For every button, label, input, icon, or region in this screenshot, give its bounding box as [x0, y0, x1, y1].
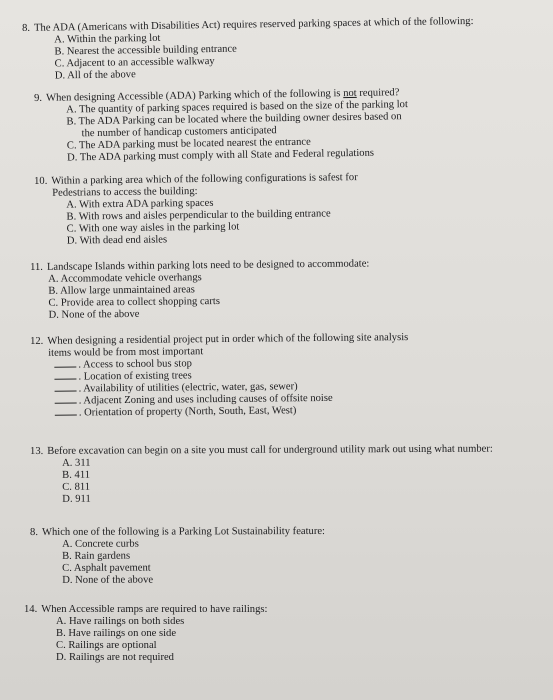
answer-blank [54, 367, 76, 368]
option-d: D. Railings are not required [56, 652, 174, 663]
option-c: C. Railings are optional [56, 640, 157, 651]
ranking-item [31, 404, 409, 420]
option-b: B. With rows and aisles perpendicular to the building entrance [66, 208, 331, 223]
ranking-item-text: . Access to school bus stop [78, 358, 192, 371]
question-number: 8. [22, 22, 31, 34]
option-b-continuation: the number of handicap customers anticipated [81, 125, 277, 140]
option-c: C. 811 [62, 481, 91, 493]
question-stem-continuation: items would be from most important [48, 346, 204, 359]
option-b: B. 411 [62, 469, 91, 481]
question-text-part: required? [356, 87, 400, 99]
question-8 [22, 16, 474, 83]
answer-blank [55, 391, 77, 392]
question-number: 8. [30, 526, 38, 538]
question-stem [30, 444, 493, 458]
option-a: A. Concrete curbs [62, 538, 139, 550]
question-9 [34, 87, 409, 165]
question-text: The ADA (Americans with Disabilities Act) requires reserved parking spaces at which of the following: [33, 15, 474, 34]
option-c: C. Asphalt pavement [62, 562, 151, 574]
question-number: 14. [24, 604, 38, 615]
ranking-item-text: . Availability of utilities (electric, water, gas, sewer) [78, 381, 298, 395]
question-8-sustainability [30, 526, 325, 587]
question-emphasis: not [343, 87, 357, 100]
option-a: A. With extra ADA parking spaces [66, 197, 214, 211]
question-stem [30, 526, 325, 539]
ranking-item-text: . Location of existing trees [78, 370, 192, 383]
question-text: When Accessible ramps are required to have railings: [41, 604, 268, 615]
option-c: C. The ADA parking must be located nearest the entrance [66, 136, 311, 152]
question-text-part: When designing Accessible (ADA) Parking which of the following is [45, 88, 344, 104]
question-number: 9. [34, 92, 43, 104]
option-a: A. 311 [62, 457, 91, 469]
question-text: Before excavation can begin on a site you must call for underground utility mark out using what number: [47, 443, 493, 457]
option-b: B. Nearest the accessible building entrance [54, 43, 237, 58]
answer-blank [55, 403, 77, 404]
question-number: 10. [34, 175, 48, 187]
answer-blank [55, 415, 77, 416]
option-a: A. Accommodate vehicle overhangs [48, 272, 202, 285]
option-b: B. The ADA Parking can be located where the building owner desires based on [66, 111, 402, 128]
option-b: B. Rain gardens [62, 550, 131, 562]
question-stem-continuation: Pedestrians to access the building: [52, 186, 198, 199]
option-b: B. Have railings on one side [56, 628, 177, 639]
option-d: D. None of the above [48, 308, 140, 321]
question-stem [24, 604, 267, 616]
question-number: 13. [30, 445, 44, 457]
question-11 [30, 258, 370, 322]
option-d: D. All of the above [54, 69, 136, 82]
option-a: A. Within the parking lot [54, 32, 161, 46]
option-c: C. Adjacent to an accessible walkway [54, 55, 215, 70]
question-number: 12. [30, 335, 44, 347]
option-c: C. Provide area to collect shopping carts [48, 296, 220, 309]
question-10 [34, 172, 359, 248]
option-a: A. Have railings on both sides [56, 616, 185, 627]
option-a: A. The quantity of parking spaces required is based on the size of the parking lot [66, 99, 408, 116]
option-c: C. With one way aisles in the parking lot [66, 221, 240, 235]
question-text: Landscape Islands within parking lots need to be designed to accommodate: [46, 258, 370, 273]
question-12 [30, 332, 409, 420]
option-b: B. Allow large unmaintained areas [48, 284, 195, 297]
option-d: D. With dead end aisles [66, 234, 168, 247]
option-d: D. None of the above [62, 574, 154, 586]
question-text: Which one of the following is a Parking Lot Sustainability feature: [41, 525, 326, 538]
answer-blank [54, 379, 76, 380]
option-d: D. 911 [62, 493, 91, 505]
ranking-item-text: . Adjacent Zoning and uses including causes of offsite noise [78, 392, 333, 407]
question-text: When designing a residential project put in order which of the following site analysis [47, 332, 409, 347]
question-number: 11. [30, 261, 43, 273]
question-text: Within a parking area which of the following configurations is safest for [51, 172, 358, 187]
option-d: D. The ADA parking must comply with all State and Federal regulations [66, 147, 375, 164]
question-14 [24, 604, 267, 664]
question-13 [30, 444, 493, 506]
ranking-item-text: . Orientation of property (North, South, East, West) [78, 405, 297, 419]
